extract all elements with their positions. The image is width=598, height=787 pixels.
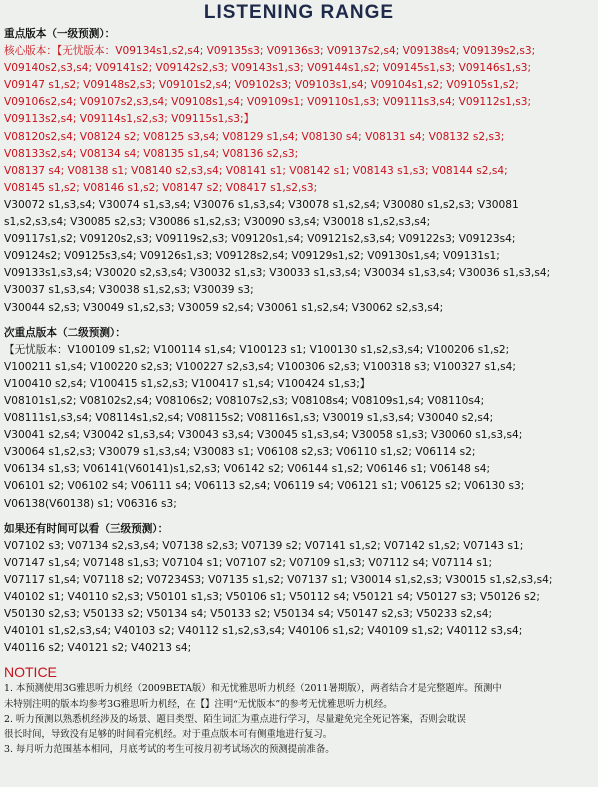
page-title: LISTENING RANGE [203,2,395,23]
prediction-line: V08111s1,s3,s4; V08114s1,s2,s4; V08115s2; V08116s1,s3; V30019 s1,s3,s4; V30040 s2,s4; [4,412,494,425]
prediction-line: V50130 s2,s3; V50133 s2; V50134 s4; V50133 s2; V50134 s4; V50147 s2,s3; V50233 s2,s4; [4,608,493,621]
notice-heading: NOTICE [4,664,57,681]
section-heading-tertiary: 如果还有时间可以看（三级预测）： [4,522,169,535]
section-tertiary [4,521,594,658]
prediction-line: V30041 s2,s4; V30042 s1,s3,s4; V30043 s3,s4; V30045 s1,s3,s4; V30058 s1,s3; V30060 s1,s3,s4; [4,429,523,442]
prediction-line: V40116 s2; V40121 s2; V40213 s4; [4,642,192,655]
notice-line: 1. 本预测使用3G雅思听力机经（2009BETA版）和无忧雅思听力机经（2011暑期版），两者结合才是完整题库。预测中 [4,683,502,695]
prediction-line: V08133s2,s4; V08134 s4; V08135 s1,s4; V08136 s2,s3; [4,147,299,160]
section-secondary [4,325,594,513]
notice-line: 未特别注明的版本均参考3G雅思听力机经，在【】注明“无忧版本”的参考无忧雅思听力机经。 [4,698,393,710]
notice-line: 2. 听力预测以熟悉机经涉及的场景、题目类型、陌生词汇为重点进行学习，尽量避免完全死记答案，否则会耽误 [4,713,466,725]
prediction-line: V09113s2,s4; V09114s1,s2,s3; V09115s1,s3;】 [4,113,255,126]
prediction-line: V08120s2,s4; V08124 s2; V08125 s3,s4; V08129 s1,s4; V08130 s4; V08131 s4; V08132 s2,s3; [4,130,505,143]
prediction-line: V08145 s1,s2; V08146 s1,s2; V08147 s2; V08417 s1,s2,s3; [4,181,318,194]
prediction-line: V09106s2,s4; V09107s2,s3,s4; V09108s1,s4; V09109s1; V09110s1,s3; V09111s3,s4; V09112s1,s3; [4,96,532,109]
prediction-line: V09147 s1,s2; V09148s2,s3; V09101s2,s4; V09102s3; V09103s1,s4; V09104s1,s2; V09105s1,s2; [4,79,519,92]
notice-body [4,681,594,757]
prediction-line: V100211 s1,s4; V100220 s2,s3; V100227 s2,s3,s4; V100306 s2,s3; V100318 s3; V100327 s1,s4; [4,360,516,373]
prediction-line: V06101 s2; V06102 s4; V06111 s4; V06113 s2,s4; V06119 s4; V06121 s1; V06125 s2; V06130 s3; [4,480,525,493]
prediction-line: 【无忧版本：V100109 s1,s2; V100114 s1,s4; V100123 s1; V100130 s1,s2,s3,s4; V100206 s1,s2; [4,343,510,356]
prediction-line: V09140s2,s3,s4; V09141s2; V09142s2,s3; V09143s1,s3; V09144s1,s2; V09145s1,s3; V09146s1,s3; [4,62,532,75]
prediction-line: V07102 s3; V07134 s2,s3,s4; V07138 s2,s3; V07139 s2; V07141 s1,s2; V07142 s1,s2; V07143 s1; [4,539,524,552]
prediction-line: V08137 s4; V08138 s1; V08140 s2,s3,s4; V08141 s1; V08142 s1; V08143 s1,s3; V08144 s2,s4; [4,164,508,177]
prediction-line: V06134 s1,s3; V06141(V60141)s1,s2,s3; V06142 s2; V06144 s1,s2; V06146 s1; V06148 s4; [4,463,491,476]
prediction-line: s1,s2,s3,s4; V30085 s2,s3; V30086 s1,s2,s3; V30090 s3,s4; V30018 s1,s2,s3,s4; [4,216,431,229]
prediction-line: V07147 s1,s4; V07148 s1,s3; V07104 s1; V07107 s2; V07109 s1,s3; V07112 s4; V07114 s1; [4,556,493,569]
prediction-line: V100410 s2,s4; V100415 s1,s2,s3; V100417 s1,s4; V100424 s1,s3;】 [4,377,371,390]
prediction-line: V09133s1,s3,s4; V30020 s2,s3,s4; V30032 s1,s3; V30033 s1,s3,s4; V30034 s1,s3,s4; V30036 s1,s3,s4; [4,267,551,280]
spacer [4,317,594,325]
section-heading-primary: 重点版本（一级预测）： [4,28,116,40]
section-heading-secondary: 次重点版本（二级预测）： [4,326,126,339]
prediction-line: V30072 s1,s3,s4; V30074 s1,s3,s4; V30076 s1,s3,s4; V30078 s1,s2,s4; V30080 s1,s2,s3; V30081 [4,198,519,211]
prediction-line: V40101 s1,s2,s3,s4; V40103 s2; V40112 s1,s2,s3,s4; V40106 s1,s2; V40109 s1,s2; V40112 s3,s4; [4,625,523,638]
notice-line: 3. 每月听力范围基本相同，月底考试的考生可按月初考试场次的预测提前准备。 [4,744,335,756]
section-primary [4,26,594,317]
prediction-line: V07117 s1,s4; V07118 s2; V07234S3; V07135 s1,s2; V07137 s1; V30014 s1,s2,s3; V30015 s1,s2,s3,s4; [4,573,553,586]
prediction-line: 核心版本：【无忧版本：V09134s1,s2,s4; V09135s3; V09136s3; V09137s2,s4; V09138s4; V09139s2,s3; [4,45,536,58]
prediction-line: V08101s1,s2; V08102s2,s4; V08106s2; V08107s2,s3; V08108s4; V08109s1,s4; V08110s4; [4,394,485,407]
prediction-line: V30037 s1,s3,s4; V30038 s1,s2,s3; V30039 s3; [4,284,254,297]
spacer [4,513,594,521]
prediction-line: V06138(V60138) s1; V06316 s3; [4,497,177,510]
prediction-line: V09124s2; V09125s3,s4; V09126s1,s3; V09128s2,s4; V09129s1,s2; V09130s1,s4; V09131s1; [4,250,500,263]
prediction-line: V40102 s1; V40110 s2,s3; V50101 s1,s3; V50106 s1; V50112 s4; V50121 s4; V50127 s3; V50126 s2; [4,591,540,603]
prediction-line: V30044 s2,s3; V30049 s1,s2,s3; V30059 s2,s4; V30061 s1,s2,s4; V30062 s2,s3,s4; [4,301,444,314]
prediction-line: V30064 s1,s2,s3; V30079 s1,s3,s4; V30083 s1; V06108 s2,s3; V06110 s1,s2; V06114 s2; [4,446,476,459]
notice-line: 很长时间，导致没有足够的时间看完机经。对于重点版本可有侧重地进行复习。 [4,728,333,740]
prediction-line: V09117s1,s2; V09120s2,s3; V09119s2,s3; V09120s1,s4; V09121s2,s3,s4; V09122s3; V09123s4; [4,233,516,246]
